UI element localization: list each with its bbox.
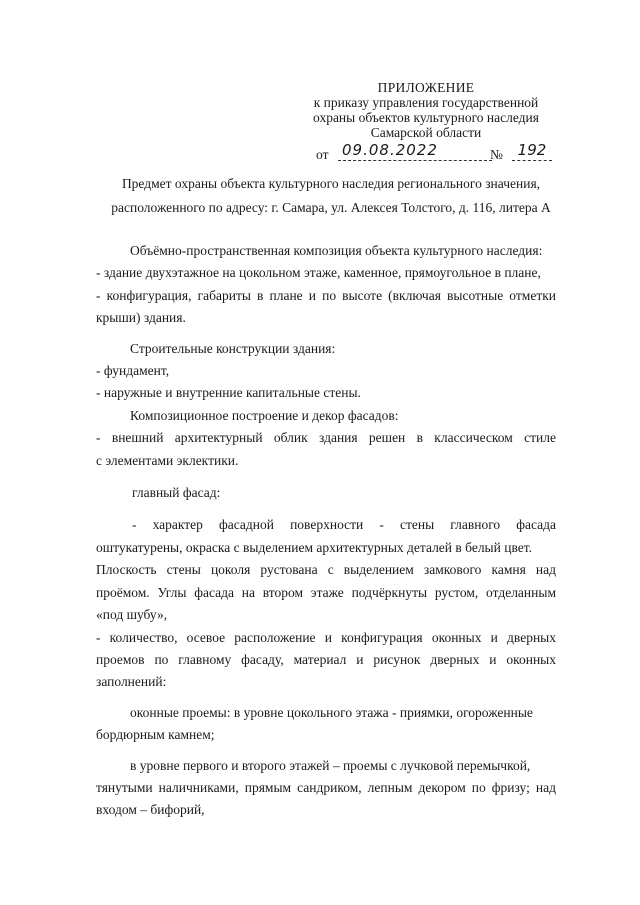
paragraph-surface-line-3: Плоскость стены цоколя рустована с выделением замкового камня над [96,562,556,578]
paragraph-surface-line-2: оштукатурены, окраска с выделением архитектурных деталей в белый цвет. [96,539,533,555]
paragraph-floors-line-1: в уровне первого и второго этажей – проемы с лучковой перемычкой, [130,757,531,773]
subject-heading [96,172,566,220]
appendix-line-3: Самарской области [370,125,482,140]
order-number-handwritten: 192 [512,141,552,161]
paragraph-floors-line-3: входом – бифорий, [96,802,205,818]
paragraph-floors-line-2: тянутыми наличниками, прямым сандриком, лепным декором по фризу; над [96,779,556,795]
appendix-header [296,80,556,140]
appendix-line-2: охраны объектов культурного наследия [313,110,539,125]
order-date-handwritten: 09.08.2022 [338,141,492,161]
paragraph-surface-line-4: проёмом. Углы фасада на втором этаже подчёркнуты рустом, отделанным [96,584,556,600]
paragraph-openings-line-1: - количество, осевое расположение и конфигурация оконных и дверных [96,629,556,645]
paragraph-surface-line-1: - характер фасадной поверхности - стены главного фасада [132,517,556,533]
paragraph-appearance-line-2: с элементами эклектики. [96,452,239,468]
paragraph-main-facade: главный фасад: [132,485,221,501]
paragraph-facades-heading: Композиционное построение и декор фасадов: [130,407,399,423]
paragraph-openings-line-3: заполнений: [96,674,167,690]
paragraph-foundation: - фундамент, [96,363,170,379]
from-label: от [316,147,329,162]
paragraph-openings-line-2: проемов по главному фасаду, материал и рисунок дверных и оконных [96,651,556,667]
paragraph-composition: Объёмно-пространственная композиция объекта культурного наследия: [130,243,543,258]
appendix-line-1: к приказу управления государственной [313,95,539,110]
paragraph-surface-line-5: «под шубу», [96,607,168,623]
paragraph-walls: - наружные и внутренние капитальные стены. [96,385,361,401]
subject-line-2: расположенного по адресу: г. Самара, ул. Алексея Толстого, д. 116, литера А [111,200,551,215]
paragraph-building-line: - здание двухэтажное на цокольном этаже, каменное, прямоугольное в плане, [96,265,541,281]
paragraph-appearance-line-1: - внешний архитектурный облик здания решен в классическом стиле [96,430,556,446]
paragraph-structures: Строительные конструкции здания: [130,340,336,356]
document-body [96,240,556,822]
appendix-title: ПРИЛОЖЕНИЕ [377,80,475,95]
subject-line-1: Предмет охраны объекта культурного наследия регионального значения, [121,176,541,191]
paragraph-windows-line-2: бордюрным камнем; [96,727,215,743]
paragraph-windows-line-1: оконные проемы: в уровне цокольного этажа - приямки, огороженные [130,704,533,720]
number-label: № [490,147,503,162]
paragraph-configuration-line-2: крыши) здания. [96,310,186,326]
paragraph-configuration-line-1: - конфигурация, габариты в плане и по высоте (включая высотные отметки [96,287,556,303]
order-date-number-line [316,143,576,163]
